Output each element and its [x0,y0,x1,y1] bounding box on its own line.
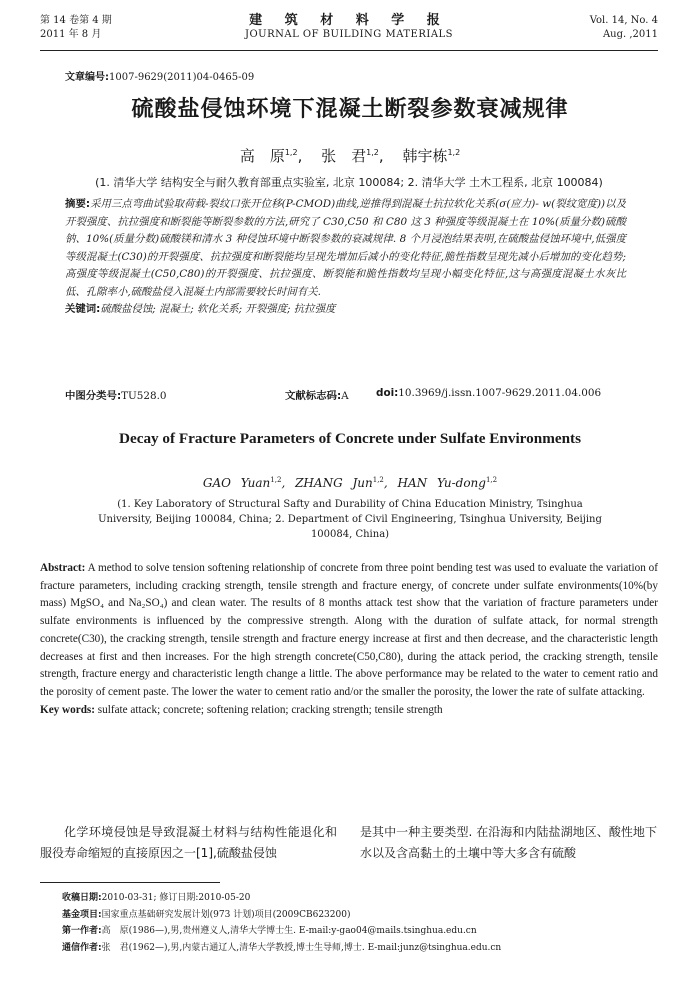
en-author: HAN Yu-dong$^{1,2}$ [397,476,498,490]
en-author: ZHANG Jun$^{1,2}$, [295,476,388,490]
footnote-received: 收稿日期:2010-03-31; 修订日期:2010-05-20 [62,893,251,903]
article-number-label: 文章编号: [65,72,109,83]
header-journal [40,14,658,42]
body-column-right: 是其中一种主要类型. 在沿海和内陆盐湖地区、酸性地下水以及含高黏土的土壤中等大多含有硫酸 [360,825,657,860]
journal-name-en: JOURNAL OF BUILDING MATERIALS [244,29,454,40]
doi[interactable]: doi:10.3969/j.issn.1007-9629.2011.04.006 [376,387,602,399]
cn-author: 韩宇栋$^{1,2}$ [402,147,461,165]
keywords-text: 硫酸盐侵蚀; 混凝土; 软化关系; 开裂强度; 抗拉强度 [100,303,336,315]
keywords-label: 关键词: [65,303,101,315]
abstract-en-text: A method to solve tension softening relationship of concrete from three point bending test was used to evaluate the variation of fracture parameters, including cracking strength, tensile strength and fracture energy, of concrete under sulfate environments(10%(by mass) MgSO₄ and Na₂SO₄) and clean water. The results of 8 months attack test show that the variation of fracture parameters under sulfate environments is influenced by the compressive strength. Along with the duration of sulfate attack, for normal strength concrete(C30), the cracking strength, tensile strength and fracture energy increase at first and then decrease, and the characteristic length decreases at first and then increases. For the high strength concrete(C50,C80), during the attack period, the cracking strength, tensile strength, fracture energy and characteristic length change a little. The above performance may be related to the water to cement ratio and the porosity of cement paste. The lower the water to cement ratio and/or the smaller the porosity, the lower the rate of sulfate attacking. [40,562,658,698]
article-number [65,68,254,83]
cn-author: 张 君$^{1,2}$, [321,147,384,165]
english-title: Decay of Fracture Parameters of Concrete under Sulfate Environments [119,430,581,447]
chinese-abstract-block [65,196,626,319]
abstract-text: 采用三点弯曲试验取荷载-裂纹口张开位移(P-CMOD)曲线,逆推得到混凝土抗拉软化关系(σ(应力)- w(裂纹宽度))以及开裂强度、抗拉强度和断裂能等断裂参数的方法,研究了 C30,C50 和 C80 这 3 种强度等级混凝土在 10%(质量分数)硫酸钠、10%(质量分数)硫酸镁和清水 3 种侵蚀环境中断裂参数的衰减规律. 8 个月浸泡结果表明,在硫酸盐侵蚀环境中,低强度等级混凝土(C30)的开裂强度、抗拉强度和断裂能均呈现先增加后减小的变化特征,脆性指数呈现先减小后增加的变化趋势;高强度等级混凝土(C50,C80)的开裂强度、抗拉强度、断裂能和脆性指数均呈现小幅变化特征,这与高强度混凝土水灰比低、孔隙率小,硫酸盐侵入混凝土内部需要较长时间有关. [65,198,626,298]
header-right [590,14,658,42]
keywords-en-label: Key words: [40,703,95,716]
footnote-corresponding-author: 通信作者:张 君(1962—),男,内蒙古通辽人,清华大学教授,博士生导师,博士. E-mail:junz@tsinghua.edu.cn [62,942,502,953]
header-rule [40,50,658,51]
document-code: 文献标志码:A [285,390,349,402]
cn-author: 高 原$^{1,2}$, [239,147,303,165]
footnotes [62,890,658,956]
abstract-label: 摘要: [65,198,91,210]
english-abstract [40,560,658,702]
keywords-en-text: sulfate attack; concrete; softening relation; cracking strength; tensile strength [97,703,443,716]
chinese-abstract [65,196,626,301]
footnote-first-author: 第一作者:高 原(1986—),男,贵州遵义人,清华大学博士生. E-mail:y-gao04@mails.tsinghua.edu.cn [62,926,477,936]
header-date-cn: 2011 年 8 月 [40,29,102,40]
footnote-funding: 基金项目:国家重点基础研究发展计划(973 计划)项目(2009CB623200) [62,909,351,920]
chinese-authors [0,145,700,166]
journal-name-cn: 建 筑 材 料 学 报 [249,13,449,28]
chinese-title: 硫酸盐侵蚀环境下混凝土断裂参数衰减规律 [131,97,569,122]
chinese-affiliation: (1. 清华大学 结构安全与耐久教育部重点实验室, 北京 100084; 2. 清华大学 土木工程系, 北京 100084) [95,176,603,189]
classification: 中图分类号:TU528.0 [65,390,167,402]
chinese-keywords [65,301,626,319]
running-header [40,14,658,50]
english-affiliation: (1. Key Laboratory of Structural Safty and Durability of China Education Ministry, Tsinghua University, Beijing 100084, China; 2. Department of Civil Engineering, Tsinghua University, Beijing 100084, China) [98,499,602,540]
english-keywords [40,702,658,720]
header-date-en: Aug. ,2011 [602,29,658,40]
english-authors [0,476,700,490]
article-number-value: 1007-9629(2011)04-0465-09 [109,72,255,83]
footnote-rule [40,882,220,883]
header-volume-en: Vol. 14, No. 4 [589,15,658,26]
abstract-en-label: Abstract: [40,562,86,574]
english-abstract-block [40,560,658,719]
body-column-left: 化学环境侵蚀是导致混凝土材料与结构性能退化和服役寿命缩短的直接原因之一[1],硫酸盐侵蚀 [40,825,337,860]
en-author: GAO Yuan$^{1,2}$, [202,476,286,490]
header-volume-cn: 第 14 卷第 4 期 [40,15,112,26]
